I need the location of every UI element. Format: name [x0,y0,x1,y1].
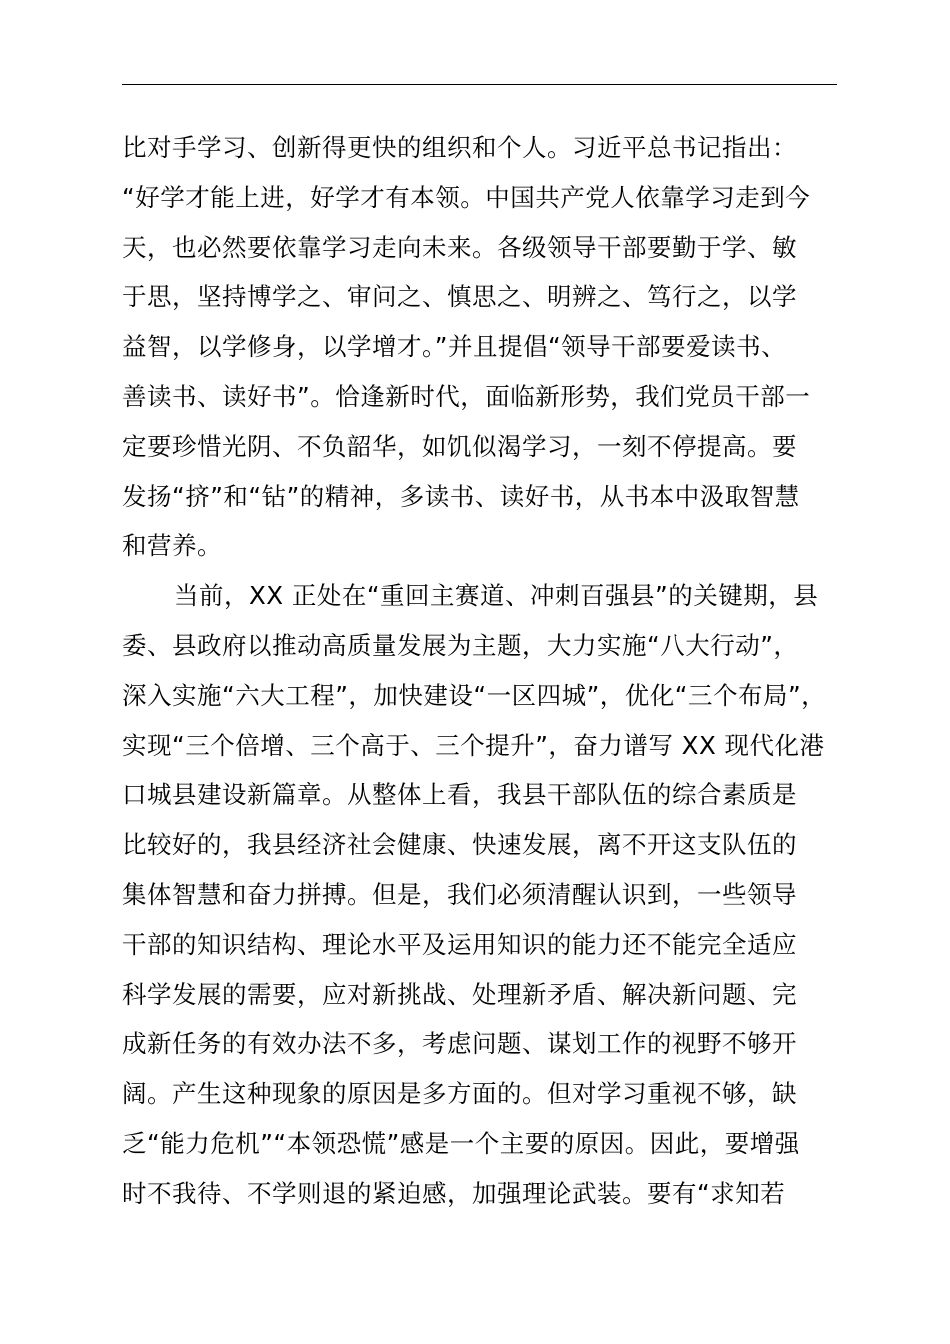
text-line: 比对手学习、创新得更快的组织和个人。习近平总书记指出： [122,133,797,162]
text-line: 深入实施“六大工程”，加快建设“一区四城”，优化“三个布局”， [122,680,827,710]
text-line: 时不我待、不学则退的紧迫感，加强理论武装。要有“求知若 [122,1178,786,1208]
text-line: 于思，坚持博学之、审问之、慎思之、明辨之、笃行之，以学 [122,282,797,312]
header-divider [122,84,837,85]
text-line: 成新任务的有效办法不多，考虑问题、谋划工作的视野不够开 [122,1029,797,1059]
text-line: 善读书、读好书”。恰逢新时代，面临新形势，我们党员干部一 [122,381,811,411]
text-line: 阔。产生这种现象的原因是多方面的。但对学习重视不够，缺 [122,1079,797,1109]
text-line: 实现“三个倍增、三个高于、三个提升”，奋力谱写 XX 现代化港 [122,730,825,760]
text-line: 集体智慧和奋力拼搏。但是，我们必须清醒认识到，一些领导 [122,879,797,909]
text-line: “好学才能上进，好学才有本领。中国共产党人依靠学习走到今 [122,182,811,212]
text-line: 乏“能力危机”“本领恐慌”感是一个主要的原因。因此，要增强 [122,1128,800,1158]
text-line: 比较好的，我县经济社会健康、快速发展，离不开这支队伍的 [122,830,797,860]
text-line: 和营养。 [122,531,222,561]
body-text [122,128,842,1224]
text-line: 口城县建设新篇章。从整体上看，我县干部队伍的综合素质是 [122,780,797,810]
text-line: 发扬“挤”和“钻”的精神，多读书、读好书，从书本中汲取智慧 [122,481,800,511]
text-line: 科学发展的需要，应对新挑战、处理新矛盾、解决新问题、完 [122,979,797,1009]
text-line: 委、县政府以推动高质量发展为主题，大力实施“八大行动”， [122,630,799,660]
text-line: 干部的知识结构、理论水平及运用知识的能力还不能完全适应 [122,929,797,959]
text-line: 益智，以学修身，以学增才。”并且提倡“领导干部要爱读书、 [122,332,787,362]
paragraph-start-line: 当前，XX 正处在“重回主赛道、冲刺百强县”的关键期，县 [174,581,819,611]
text-line: 天，也必然要依靠学习走向未来。各级领导干部要勤于学、敏 [122,232,797,262]
text-line: 定要珍惜光阴、不负韶华，如饥似渴学习，一刻不停提高。要 [122,431,797,461]
